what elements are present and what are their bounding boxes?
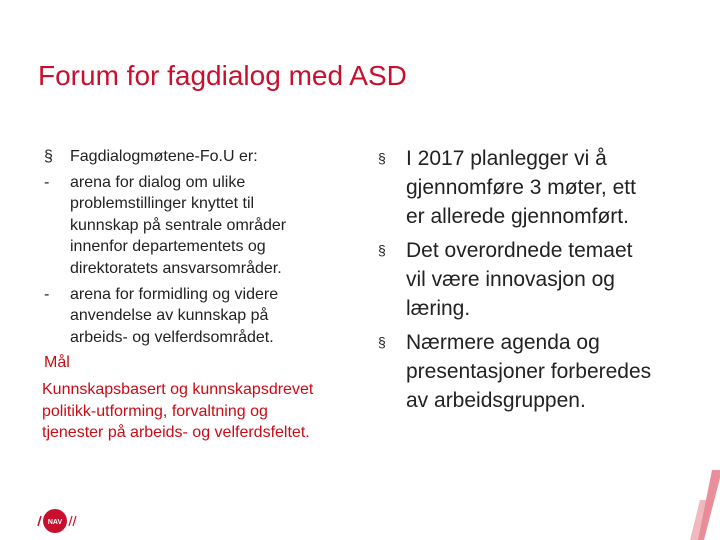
text-line: kunnskap på sentrale områder (70, 216, 287, 234)
text-line: problemstillinger knyttet til (70, 195, 255, 213)
bullet-marker: § (378, 334, 386, 350)
text-line: læring. (406, 297, 471, 320)
text-line: anvendelse av kunnskap på (70, 307, 269, 325)
slide-title: Forum for fagdialog med ASD (38, 60, 407, 91)
bullet-marker: § (44, 148, 53, 165)
text-line: innenfor departementets og (70, 238, 266, 256)
right-item (0, 144, 651, 231)
text-line: vil være innovasjon og (406, 268, 615, 291)
bullet-marker: § (378, 242, 386, 258)
dash-marker: - (44, 173, 50, 191)
bullet-marker: § (378, 150, 386, 166)
text-line: er allerede gjennomført. (406, 205, 629, 228)
decorative-stripes (690, 470, 720, 540)
text-line: presentasjoner forberedes (406, 360, 652, 383)
text-line: arena for dialog om ulike (70, 173, 246, 191)
goal-heading: Mål (44, 354, 70, 372)
text-line: arena for formidling og videre (70, 285, 279, 303)
text-line: arbeids- og velferdsområdet. (70, 328, 274, 346)
nav-logo (36, 506, 80, 534)
svg-text:NAV: NAV (47, 519, 63, 526)
text-line: direktoratets ansvarsområder. (70, 259, 282, 277)
right-item (0, 328, 651, 415)
text-line: tjenester på arbeids- og velferdsfeltet. (42, 424, 310, 442)
text-line: av arbeidsgruppen. (406, 389, 586, 412)
dash-marker: - (44, 285, 50, 303)
right-column (0, 144, 651, 420)
right-item (0, 236, 651, 323)
text-line: Fagdialogmøtene-Fo.U er: (70, 148, 258, 165)
text-line: Kunnskapsbasert og kunnskapsdrevet (42, 380, 314, 398)
text-line: politikk-utforming, forvaltning og (42, 402, 268, 420)
text-line: Nærmere agenda og (406, 331, 600, 354)
text-line: I 2017 planlegger vi å (406, 147, 607, 170)
text-line: gjennomføre 3 møter, ett (406, 176, 636, 199)
text-line: Det overordnede temaet (406, 239, 633, 262)
